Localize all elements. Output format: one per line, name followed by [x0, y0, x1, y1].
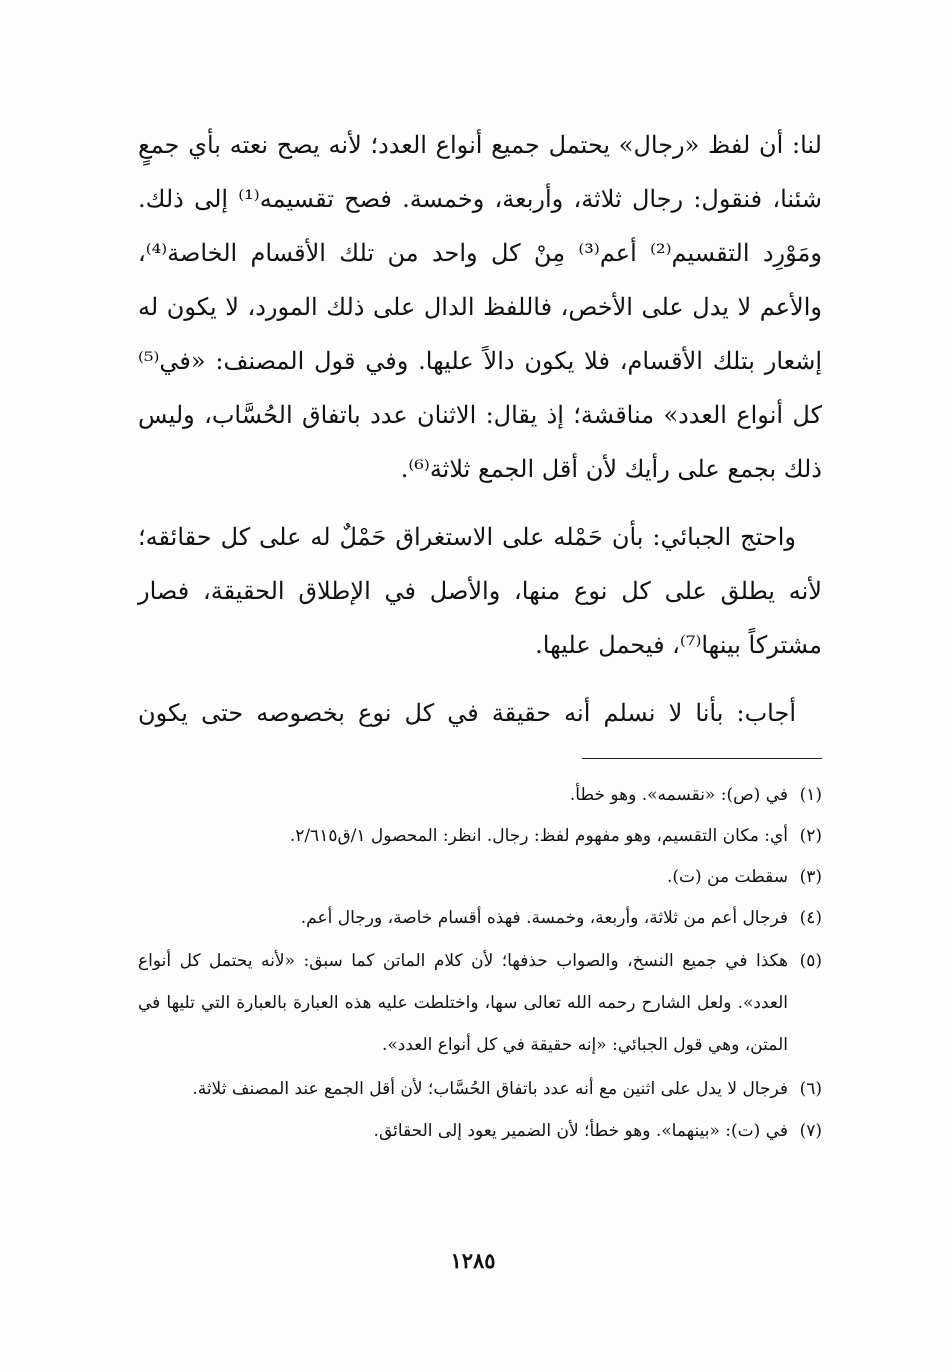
footnote-number: (٤) — [799, 908, 822, 928]
main-text — [138, 118, 822, 754]
footnote-text: هكذا في جميع النسخ، والصواب حذفها؛ لأن كلام الماتن كما سبق: «لأنه يحتمل كل أنواع العدد». ولعل الشارح رحمه الله تعالى سها، واختلطت عليه هذه العبارة بالعبارة التي تليها في المتن، وهي قول الجبائي: «إنه حقيقة في كل أنواع العدد». — [138, 951, 788, 1055]
footnote-text: في (ت): «بينهما». وهو خطأ؛ لأن الضمير يعود إلى الحقائق. — [373, 1121, 788, 1141]
footnote-number: (١) — [799, 785, 822, 805]
footnote — [138, 940, 822, 1066]
footnote — [138, 776, 822, 815]
paragraph — [138, 118, 822, 496]
footnote-number: (٦) — [799, 1079, 822, 1099]
footnote — [138, 899, 822, 938]
footnote-text: فرجال لا يدل على اثنين مع أنه عدد باتفاق الحُسَّاب؛ لأن أقل الجمع عند المصنف ثلاثة. — [192, 1079, 788, 1099]
footnote — [138, 1068, 822, 1110]
footnote-number: (٥) — [799, 951, 822, 971]
footnote — [138, 817, 822, 856]
paragraph — [138, 686, 822, 740]
footnote-text: سقطت من (ت). — [666, 867, 788, 887]
paragraph-text: لنا: أن لفظ «رجال» يحتمل جميع أنواع العدد؛ لأنه يصح نعته بأي جمعٍ شئنا، فنقول: رجال ثلاثة، وأربعة، وخمسة. فصح تقسيمه⁽¹⁾ إلى ذلك. ومَوْرِد التقسيم⁽²⁾ أعم⁽³⁾ مِنْ كل واحد من تلك الأقسام الخاصة⁽⁴⁾، والأعم لا يدل على الأخص، فاللفظ الدال على ذلك المورد، لا يكون له إشعار بتلك الأقسام، فلا يكون دالاً عليها. وفي قول المصنف: «في⁽⁵⁾ كل أنواع العدد» مناقشة؛ إذ يقال: الاثنان عدد باتفاق الحُسَّاب، وليس ذلك بجمع على رأيك لأن أقل الجمع ثلاثة⁽⁶⁾. — [138, 131, 822, 483]
footnote-number: (٢) — [799, 826, 822, 846]
footnote-text: فرجال أعم من ثلاثة، وأربعة، وخمسة. فهذه أقسام خاصة، ورجال أعم. — [300, 908, 788, 928]
footnote — [138, 1112, 822, 1151]
paragraph — [138, 510, 822, 672]
footnote-text: أي: مكان التقسيم، وهو مفهوم لفظ: رجال. انظر: المحصول ١/ق٢/٦١٥. — [289, 826, 788, 846]
paragraph-text: واحتج الجبائي: بأن حَمْله على الاستغراق حَمْلٌ له على كل حقائقه؛ لأنه يطلق على كل نوع منها، والأصل في الإطلاق الحقيقة، فصار مشتركاً بينها⁽⁷⁾، فيحمل عليها. — [138, 523, 822, 659]
paragraph-text: أجاب: بأنا لا نسلم أنه حقيقة في كل نوع بخصوصه حتى يكون — [138, 699, 796, 727]
footnotes — [138, 776, 822, 1153]
page-number: ١٢٨٥ — [450, 1248, 496, 1273]
footnote-number: (٣) — [799, 867, 822, 887]
footnote — [138, 858, 822, 897]
footnote-text: في (ص): «نقسمه». وهو خطأ. — [569, 785, 788, 805]
footnote-number: (٧) — [799, 1121, 822, 1141]
footnote-separator — [582, 758, 822, 759]
